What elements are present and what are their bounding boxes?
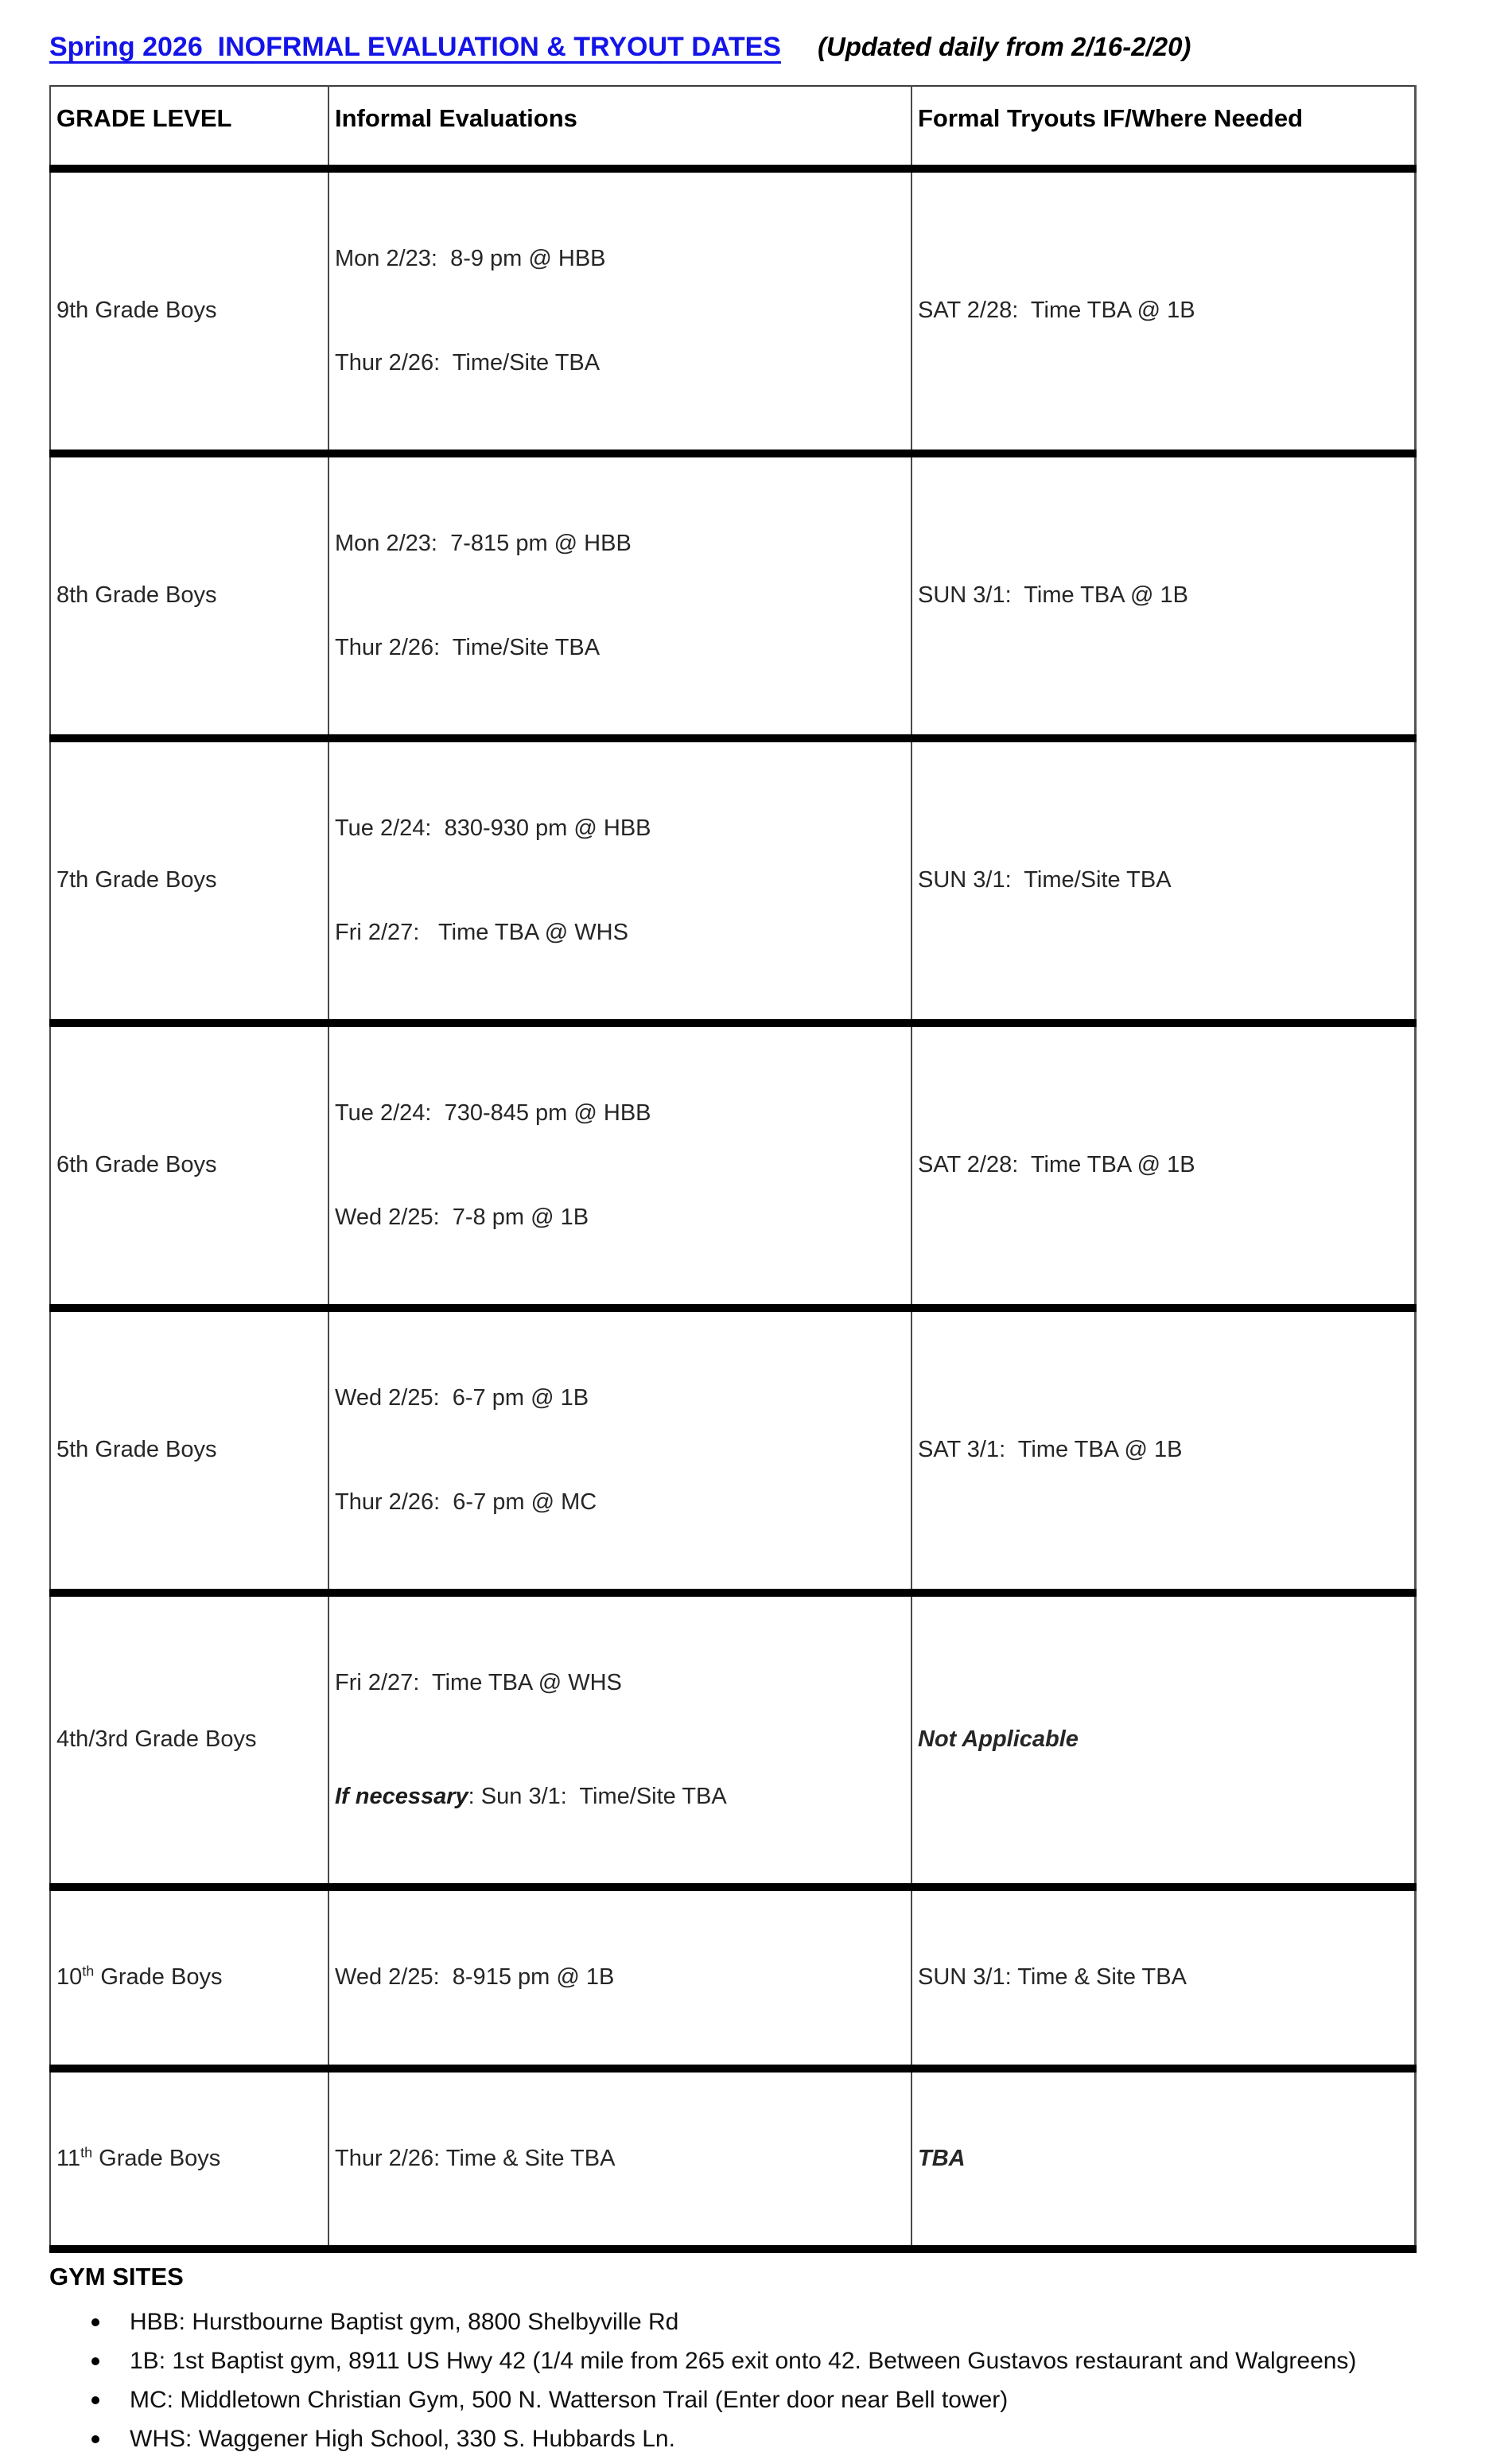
grade-cell xyxy=(50,1887,328,2069)
grade-label: Grade Boys xyxy=(92,2145,221,2171)
table-row-9th-grade xyxy=(50,169,1415,453)
table-row-7th-grade xyxy=(50,738,1415,1023)
formal-cell: Not Applicable xyxy=(911,1593,1415,1887)
if-necessary-label: If necessary xyxy=(335,1783,468,1809)
informal-cell xyxy=(328,1887,911,2069)
gym-site-text: MC: Middletown Christian Gym, 500 N. Watterson Trail (Enter door near Bell tower) xyxy=(130,2387,1009,2413)
informal-line: Thur 2/26: 6-7 pm @ MC xyxy=(335,1489,597,1515)
informal-line: Fri 2/27: Time TBA @ WHS xyxy=(335,919,628,945)
column-header-informal-evaluations: Informal Evaluations xyxy=(328,86,911,169)
informal-line: Mon 2/23: 8-9 pm @ HBB xyxy=(335,246,606,271)
formal-cell: SUN 3/1: Time/Site TBA xyxy=(911,738,1415,1023)
formal-cell: SUN 3/1: Time TBA @ 1B xyxy=(911,453,1415,738)
bullet-icon xyxy=(91,2435,99,2443)
gym-site-text: HBB: Hurstbourne Baptist gym, 8800 Shelbyville Rd xyxy=(130,2309,679,2335)
gym-site-text: WHS: Waggener High School, 330 S. Hubbards Ln. xyxy=(130,2426,675,2452)
informal-line: Thur 2/26: Time/Site TBA xyxy=(335,349,601,376)
grade-cell: 4th/3rd Grade Boys xyxy=(50,1593,328,1887)
gym-site-item xyxy=(49,2426,1512,2452)
table-row-11th-grade xyxy=(50,2069,1415,2250)
gym-site-item xyxy=(49,2309,1512,2335)
formal-cell: SAT 2/28: Time TBA @ 1B xyxy=(911,1023,1415,1308)
informal-line: Tue 2/24: 830-930 pm @ HBB xyxy=(335,815,651,841)
formal-cell: SUN 3/1: Time & Site TBA xyxy=(911,1887,1415,2069)
informal-line xyxy=(335,1780,904,1815)
informal-line: Wed 2/25: 8-915 pm @ 1B xyxy=(335,1964,615,1990)
informal-line: Thur 2/26: Time & Site TBA xyxy=(335,2145,616,2171)
gym-sites-heading: GYM SITES xyxy=(49,2263,184,2290)
informal-line: Mon 2/23: 7-815 pm @ HBB xyxy=(335,531,632,556)
grade-cell: 6th Grade Boys xyxy=(50,1023,328,1308)
formal-cell: SAT 3/1: Time TBA @ 1B xyxy=(911,1308,1415,1593)
informal-cell xyxy=(328,738,911,1023)
table-row-8th-grade xyxy=(50,453,1415,738)
informal-cell xyxy=(328,1308,911,1593)
column-header-grade-level: GRADE LEVEL xyxy=(50,86,328,169)
informal-cell xyxy=(328,453,911,738)
formal-cell: SAT 2/28: Time TBA @ 1B xyxy=(911,169,1415,453)
column-header-formal-tryouts: Formal Tryouts IF/Where Needed xyxy=(911,86,1415,169)
informal-line: Thur 2/26: Time/Site TBA xyxy=(335,634,601,660)
bullet-icon xyxy=(91,2357,99,2365)
gym-site-item xyxy=(49,2387,1512,2413)
formal-cell: TBA xyxy=(911,2069,1415,2250)
title-row xyxy=(49,32,1512,63)
title-update-note: (Updated daily from 2/16-2/20) xyxy=(817,32,1191,61)
bullet-icon xyxy=(91,2318,99,2326)
grade-cell: 5th Grade Boys xyxy=(50,1308,328,1593)
informal-cell xyxy=(328,169,911,453)
grade-number: 10 xyxy=(56,1964,83,1990)
ordinal-suffix: th xyxy=(80,2143,93,2160)
grade-number: 11 xyxy=(56,2145,81,2171)
informal-cell xyxy=(328,2069,911,2250)
grade-cell xyxy=(50,2069,328,2250)
bullet-icon xyxy=(91,2396,99,2404)
tryout-schedule-table xyxy=(49,85,1417,2253)
table-row-4th-3rd-grade xyxy=(50,1593,1415,1887)
grade-label: Grade Boys xyxy=(94,1964,223,1990)
informal-cell xyxy=(328,1593,911,1887)
informal-line: Wed 2/25: 6-7 pm @ 1B xyxy=(335,1385,589,1411)
gym-site-text: 1B: 1st Baptist gym, 8911 US Hwy 42 (1/4 mile from 265 exit onto 42. Between Gustavos restaurant and Walgreens) xyxy=(130,2348,1357,2374)
table-row-10th-grade xyxy=(50,1887,1415,2069)
informal-line: Wed 2/25: 7-8 pm @ 1B xyxy=(335,1204,589,1230)
grade-cell: 8th Grade Boys xyxy=(50,453,328,738)
if-necessary-rest: : Sun 3/1: Time/Site TBA xyxy=(468,1783,727,1809)
informal-cell xyxy=(328,1023,911,1308)
table-row-5th-grade xyxy=(50,1308,1415,1593)
table-row-6th-grade xyxy=(50,1023,1415,1308)
page-title-link[interactable]: Spring 2026 INOFRMAL EVALUATION & TRYOUT DATES xyxy=(49,32,781,62)
gym-site-item xyxy=(49,2348,1512,2374)
grade-cell: 9th Grade Boys xyxy=(50,169,328,453)
informal-line: Fri 2/27: Time TBA @ WHS xyxy=(335,1670,622,1695)
gym-sites-list xyxy=(49,2309,1512,2452)
header-row xyxy=(50,86,1415,169)
grade-cell: 7th Grade Boys xyxy=(50,738,328,1023)
ordinal-suffix: th xyxy=(82,1963,95,1979)
informal-line: Tue 2/24: 730-845 pm @ HBB xyxy=(335,1100,651,1126)
